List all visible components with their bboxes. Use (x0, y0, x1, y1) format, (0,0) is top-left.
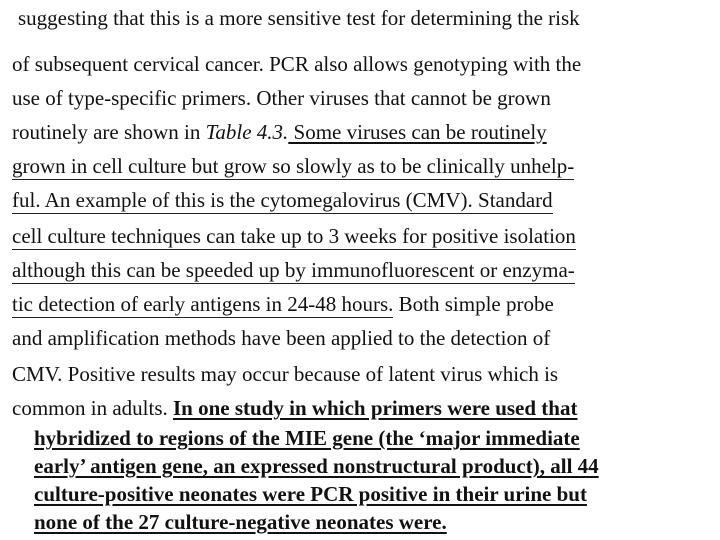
text-line-13 (34, 426, 580, 450)
bold-underlined-text: early’ antigen gene, an expressed nonstructural product), all 44 (34, 454, 599, 478)
text-segment: use of type-specific primers. Other viruses that cannot be grown (12, 86, 551, 110)
text-line-15 (34, 482, 587, 506)
text-line-7 (12, 224, 576, 248)
text-line-12 (12, 396, 577, 420)
text-segment: Both simple probe (393, 292, 554, 316)
text-segment: suggesting that this is a more sensitive test for determining the risk (18, 6, 580, 30)
text-line-9 (12, 292, 554, 316)
text-line-14 (34, 454, 599, 478)
text-line-1 (18, 6, 580, 30)
text-line-8 (12, 258, 575, 282)
text-line-11 (12, 362, 558, 386)
table-reference: Table 4.3. (205, 120, 289, 144)
text-segment: routinely are shown in (12, 120, 206, 144)
text-line-16 (34, 510, 447, 534)
text-segment: common in adults. (12, 396, 173, 420)
text-line-5 (12, 154, 574, 178)
bold-underlined-text: In one study in which primers were used that (173, 396, 578, 420)
text-line-4 (12, 120, 547, 144)
underlined-text: cell culture techniques can take up to 3 weeks for positive isolation (12, 224, 576, 248)
text-line-2 (12, 52, 581, 76)
text-segment: CMV. Positive results may occur because of latent virus which is (12, 362, 559, 386)
text-line-6 (12, 188, 553, 212)
underlined-text: ful. An example of this is the cytomegalovirus (CMV). Standard (12, 188, 553, 212)
underlined-text: although this can be speeded up by immunofluorescent or enzyma- (12, 258, 575, 282)
bold-underlined-text: culture-positive neonates were PCR positive in their urine but (34, 482, 587, 506)
underlined-text: grown in cell culture but grow so slowly as to be clinically unhelp- (12, 154, 575, 178)
text-segment: and amplification methods have been applied to the detection of (12, 326, 551, 350)
text-line-3 (12, 86, 551, 110)
bold-underlined-text: hybridized to regions of the MIE gene (the ‘major immediate (34, 426, 580, 450)
underlined-text: tic detection of early antigens in 24-48 hours. (12, 292, 394, 316)
text-segment: of subsequent cervical cancer. PCR also allows genotyping with the (12, 52, 582, 76)
underlined-text: Some viruses can be routinely (288, 120, 547, 144)
bold-underlined-text: none of the 27 culture-negative neonates were. (34, 510, 447, 534)
text-line-10 (12, 326, 550, 350)
